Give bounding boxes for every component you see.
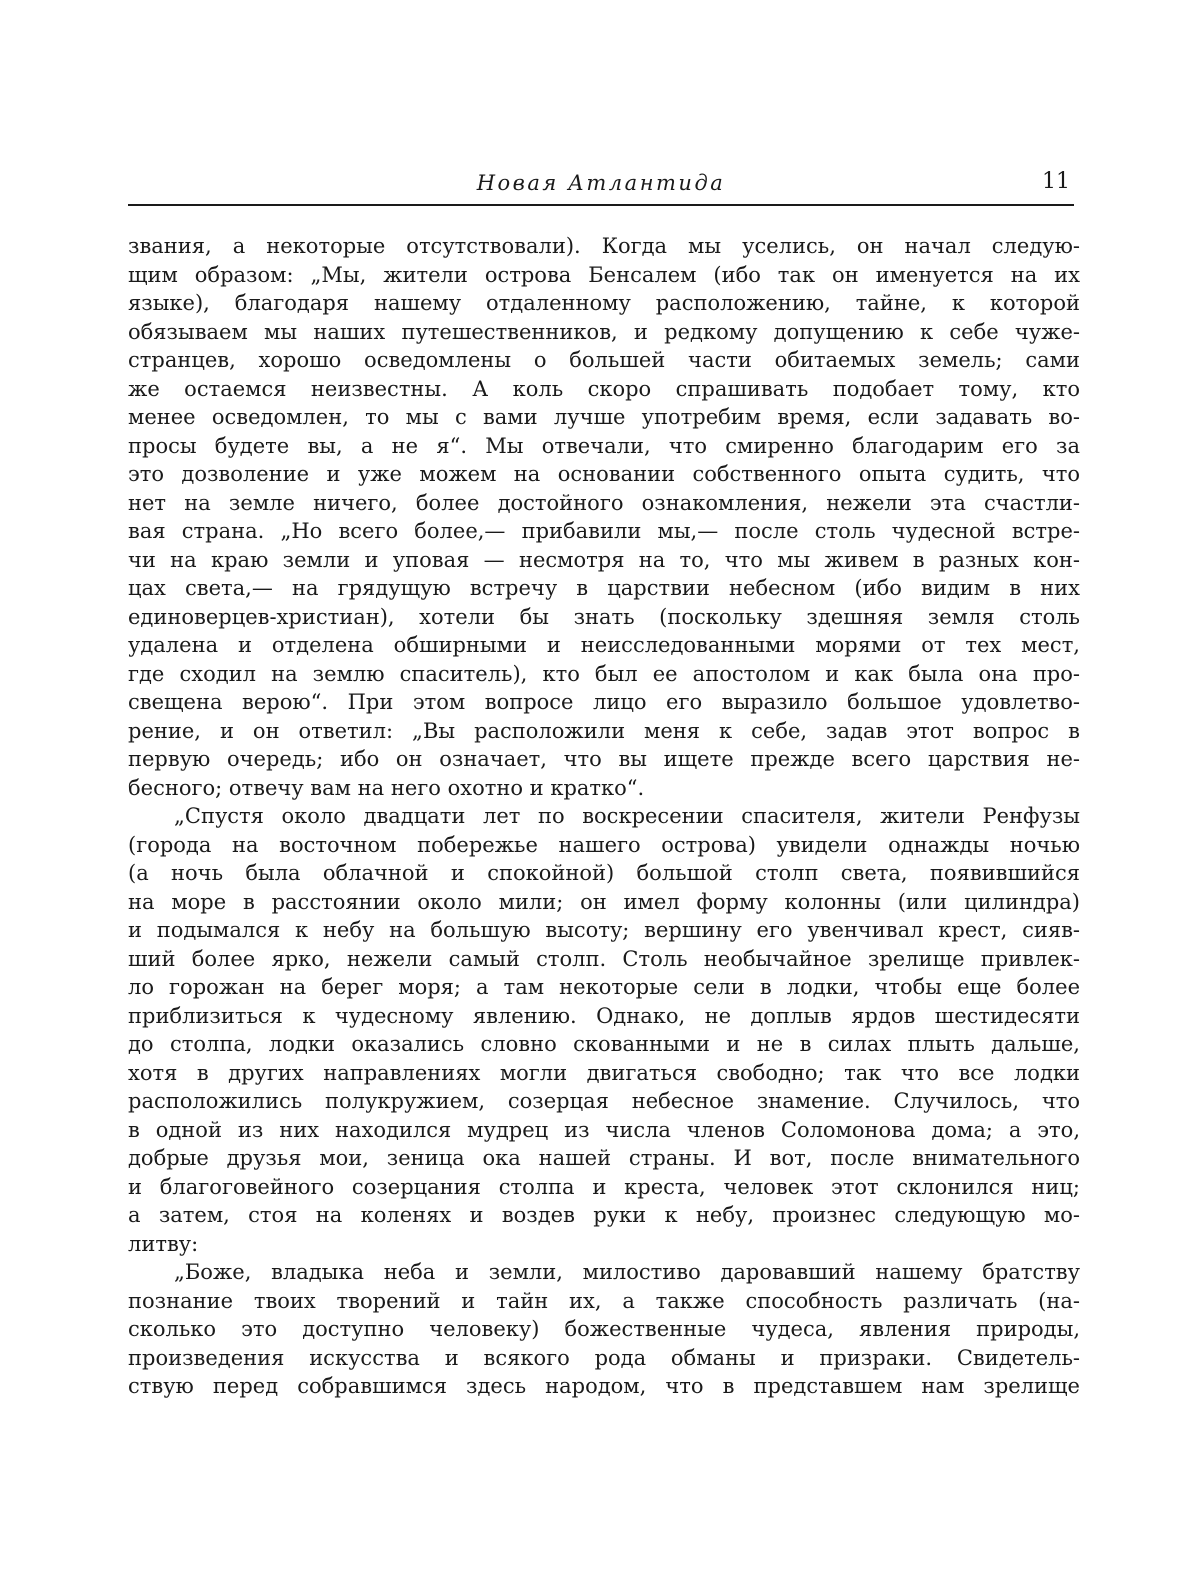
text-line: (а ночь была облачной и спокойной) большой столп света, появившийся	[128, 861, 1080, 885]
text-line: бесного; отвечу вам на него охотно и кратко“.	[128, 775, 645, 800]
text-line: произведения искусства и всякого рода обманы и призраки. Свидетель-	[128, 1345, 1080, 1370]
text-line: вая страна. „Но всего более,— прибавили мы,— после столь чудесной встре-	[128, 519, 1080, 543]
paragraph	[128, 232, 1080, 802]
text-line: обязываем мы наших путешественников, и редкому допущению к себе чуже-	[128, 319, 1080, 344]
paragraph	[128, 1258, 1080, 1401]
text-line: менее осведомлен, то мы с вами лучше употребим время, если задавать во-	[128, 405, 1080, 429]
text-line: хотя в других направлениях могли двигаться свободно; так что все лодки	[128, 1060, 1080, 1085]
text-line: и благоговейного созерцания столпа и креста, человек этот склонился ниц;	[128, 1174, 1080, 1199]
text-line: (города на восточном побережье нашего острова) увидели однажды ночью	[128, 832, 1080, 857]
text-line: литву:	[128, 1231, 199, 1256]
text-line: ствую перед собравшимся здесь народом, что в представшем нам зрелище	[128, 1374, 1080, 1398]
text-line: первую очередь; ибо он означает, что вы ищете прежде всего царствия не-	[128, 747, 1080, 771]
text-line: где сходил на землю спаситель), кто был ее апостолом и как была она про-	[128, 661, 1080, 686]
text-line: познание твоих творений и тайн их, а также способность различать (на-	[128, 1288, 1080, 1313]
text-body	[128, 232, 1080, 1401]
text-line: расположились полукружием, созерцая небесное знамение. Случилось, что	[128, 1089, 1080, 1113]
text-line: чи на краю земли и уповая — несмотря на то, что мы живем в разных кон-	[128, 547, 1080, 572]
text-line: „Боже, владыка неба и земли, милостиво даровавший нашему братству	[174, 1260, 1080, 1284]
text-line: нет на земле ничего, более достойного ознакомления, нежели эта счастли-	[128, 490, 1080, 515]
page-header	[128, 168, 1074, 206]
text-line: и подымался к небу на большую высоту; вершину его увенчивал крест, сияв-	[128, 918, 1080, 942]
text-line: а затем, стоя на коленях и воздев руки к небу, произнес следующую мо-	[128, 1203, 1080, 1227]
text-line: странцев, хорошо осведомлены о большей части обитаемых земель; сами	[128, 348, 1080, 372]
text-line: свещена верою“. При этом вопросе лицо его выразило большое удовлетво-	[128, 690, 1080, 714]
text-line: звания, а некоторые отсутствовали). Когда мы уселись, он начал следую-	[128, 234, 1080, 258]
text-line: приблизиться к чудесному явлению. Однако, не доплыв ярдов шестидесяти	[128, 1003, 1080, 1028]
text-line: в одной из них находился мудрец из числа членов Соломонова дома; а это,	[128, 1117, 1080, 1142]
text-line: цах света,— на грядущую встречу в царствии небесном (ибо видим в них	[128, 576, 1080, 600]
text-line: рение, и он ответил: „Вы расположили меня к себе, задав этот вопрос в	[128, 718, 1080, 743]
text-line: языке), благодаря нашему отдаленному расположению, тайне, к которой	[128, 291, 1080, 315]
text-line: сколько это доступно человеку) божественные чудеса, явления природы,	[128, 1317, 1080, 1341]
text-line: ло горожан на берег моря; а там некоторые сели в лодки, чтобы еще более	[128, 975, 1080, 999]
running-title: Новая Атлантида	[476, 171, 726, 195]
text-line: просы будете вы, а не я“. Мы отвечали, что смиренно благодарим его за	[128, 433, 1080, 458]
page-number: 11	[1042, 169, 1070, 194]
text-line: же остаемся неизвестны. А коль скоро спрашивать подобает тому, кто	[128, 376, 1080, 401]
text-line: до столпа, лодки оказались словно скованными и не в силах плыть дальше,	[128, 1032, 1080, 1056]
text-line: это дозволение и уже можем на основании собственного опыта судить, что	[128, 462, 1080, 486]
paragraph	[128, 802, 1080, 1258]
text-line: „Спустя около двадцати лет по воскресении спасителя, жители Ренфузы	[174, 804, 1080, 828]
text-line: добрые друзья мои, зеница ока нашей страны. И вот, после внимательного	[128, 1146, 1080, 1170]
text-line: щим образом: „Мы, жители острова Бенсалем (ибо так он именуется на их	[128, 262, 1080, 287]
text-line: единоверцев-христиан), хотели бы знать (поскольку здешняя земля столь	[128, 604, 1080, 629]
text-line: на море в расстоянии около мили; он имел форму колонны (или цилиндра)	[128, 889, 1080, 914]
text-line: удалена и отделена обширными и неисследованными морями от тех мест,	[128, 633, 1080, 657]
text-line: ший более ярко, нежели самый столп. Столь необычайное зрелище привлек-	[128, 946, 1080, 971]
